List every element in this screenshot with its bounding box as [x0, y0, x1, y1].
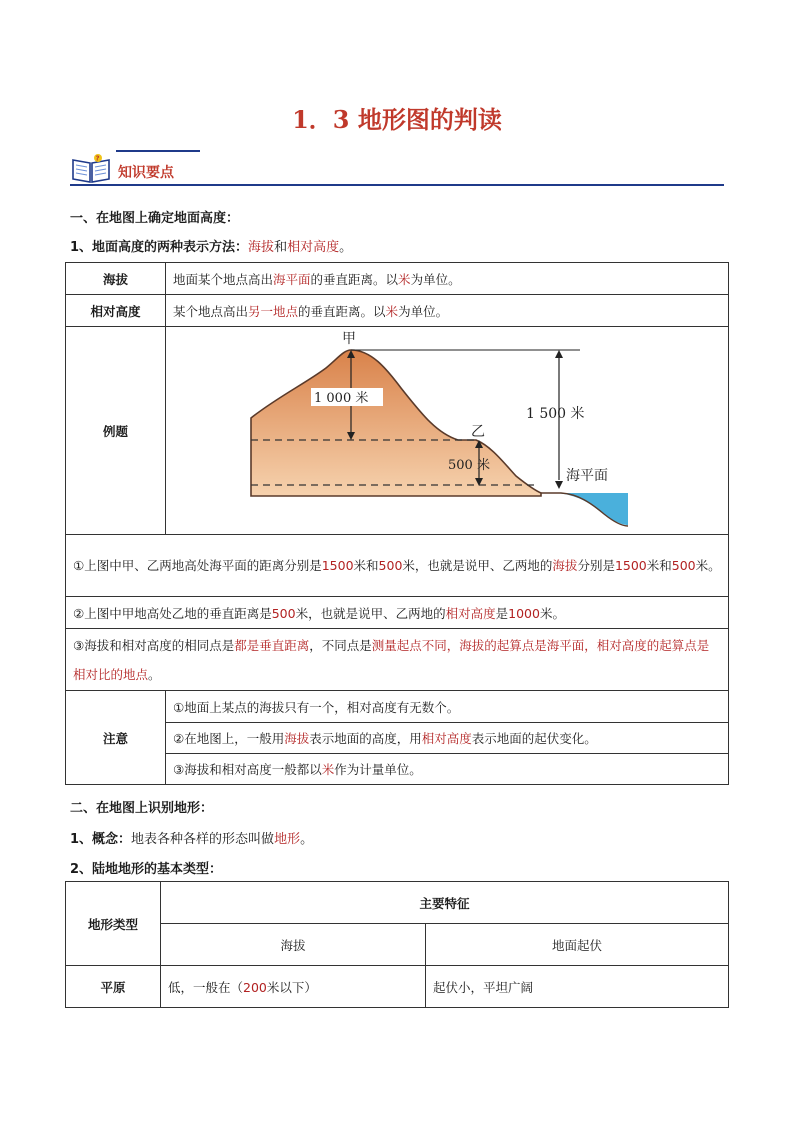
row-q1: [66, 535, 729, 597]
methods-prefix: 1、地面高度的两种表示方法：: [70, 240, 249, 255]
col-altitude: 海拔: [161, 924, 426, 966]
landform-type: 平原: [66, 966, 161, 1008]
label-500: 500 米: [448, 457, 490, 473]
heading-part1: 一、在地图上确定地面高度：: [70, 211, 240, 226]
q3-text: ③海拔和相对高度的相同点是都是垂直距离，不同点是测量起点不同，海拔的起算点是海平面，相对高度的起算点是相对比的地点。: [66, 629, 729, 691]
arrowhead-1500-bottom: [555, 481, 563, 489]
altitude-table: [65, 262, 729, 785]
row-note-1: [66, 691, 729, 723]
row-q3: [66, 629, 729, 691]
book-icon: [70, 152, 112, 184]
header-rule: [70, 184, 724, 186]
label-1500: 1 500 米: [526, 405, 585, 422]
row-note-2: [66, 723, 729, 754]
methods-altitude: 海拔: [248, 240, 275, 255]
section-label: 知识要点: [118, 165, 174, 181]
section-header: [70, 148, 724, 188]
mountain-landform: [251, 350, 541, 496]
label-yi: 乙: [471, 423, 485, 440]
row-q2: [66, 597, 729, 629]
col-relief: 地面起伏: [426, 924, 729, 966]
table-row: [66, 966, 729, 1008]
heading-part2: 二、在地图上识别地形：: [70, 801, 214, 816]
label-jia: 甲: [342, 330, 356, 347]
types-heading: 2、陆地地形的基本类型：: [70, 862, 223, 877]
note-2: ②在地图上，一般用海拔表示地面的高度，用相对高度表示地面的起伏变化。: [166, 723, 729, 754]
concept-line: 1、概念：地表各种各样的形态叫做地形。: [70, 832, 314, 847]
row-altitude: [66, 263, 729, 295]
row-note-3: [66, 754, 729, 785]
q2-text: ②上图中甲地高处乙地的垂直距离是500米，也就是说甲、乙两地的相对高度是1000米。: [66, 597, 729, 629]
key-altitude: 海拔: [66, 263, 166, 295]
key-note: 注意: [66, 691, 166, 785]
row-relative: [66, 295, 729, 327]
col-type: 地形类型: [66, 882, 161, 966]
col-features: 主要特征: [161, 882, 729, 924]
row-example: [66, 327, 729, 535]
methods-relative: 相对高度: [287, 240, 340, 255]
sea-water: [551, 493, 628, 525]
methods-end: 。: [339, 240, 353, 255]
def-altitude: 地面某个地点高出海平面的垂直距离。以米为单位。: [166, 263, 729, 295]
diagram-cell: [166, 327, 729, 535]
landform-table: [65, 881, 729, 1008]
key-relative: 相对高度: [66, 295, 166, 327]
def-relative: 某个地点高出另一地点的垂直距离。以米为单位。: [166, 295, 729, 327]
header-top-line: [116, 150, 200, 152]
landform-subheader-row: [66, 924, 729, 966]
elevation-diagram: [166, 328, 718, 534]
svg-text:?: ?: [95, 154, 100, 163]
label-sea-level: 海平面: [566, 467, 608, 484]
key-example: 例题: [66, 327, 166, 535]
landform-altitude: 低，一般在（200米以下）: [161, 966, 426, 1008]
methods-line: [70, 236, 352, 255]
q1-text: ①上图中甲、乙两地高处海平面的距离分别是1500米和500米，也就是说甲、乙两地的海拔分别是1500米和500米。: [66, 535, 729, 597]
arrowhead-1500-top: [555, 350, 563, 358]
page-title: 1．3 地形图的判读: [292, 105, 502, 134]
landform-header-row: [66, 882, 729, 924]
note-3: ③海拔和相对高度一般都以米作为计量单位。: [166, 754, 729, 785]
note-1: ①地面上某点的海拔只有一个，相对高度有无数个。: [166, 691, 729, 723]
methods-mid: 和: [274, 240, 288, 255]
label-1000: 1 000 米: [314, 390, 369, 406]
landform-relief: 起伏小，平坦广阔: [426, 966, 729, 1008]
